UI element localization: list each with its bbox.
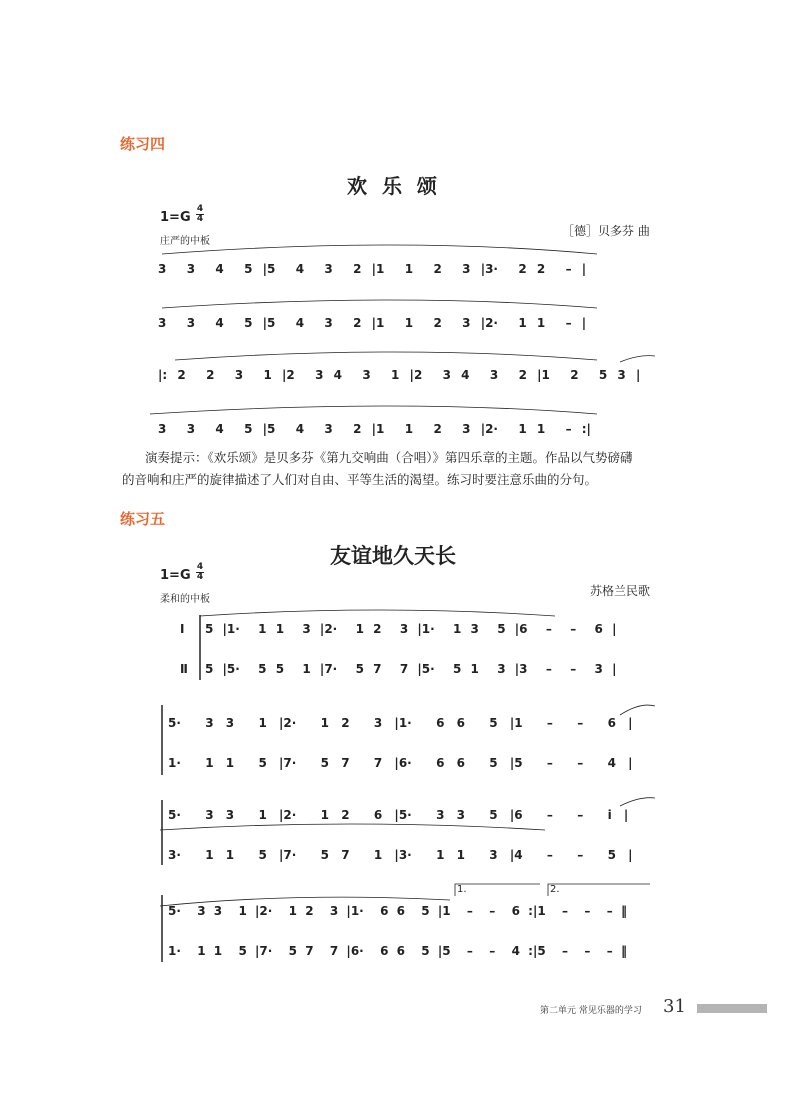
score-row-ex5-1: 5 |1· 1 1 3 |2· 1 2 3 |1· 1 3 5 |6 – – 6 | [205, 622, 617, 636]
score-row-ex5-7: 5· 3 3 1 |2· 1 2 3 |1· 6 6 5 |1 – – 6 :|1 – – – ‖ [168, 904, 627, 918]
page-number: 31 [663, 996, 686, 1017]
score-row-ex5-5: 5· 3 3 1 |2· 1 2 6 |5· 3 3 5 |6 – – i | [168, 808, 629, 822]
score-row-ex5-4: 1· 1 1 5 |7· 5 7 7 |6· 6 6 5 |5 – – 4 | [168, 756, 633, 770]
score-row-ex5-8: 1· 1 1 5 |7· 5 7 7 |6· 6 6 5 |5 – – 4 :|5 – – – ‖ [168, 944, 627, 958]
time-bottom-ex4: 4 [196, 214, 204, 224]
time-bottom-ex5: 4 [196, 572, 204, 582]
volta-1: 1. [457, 884, 467, 895]
part-label-1: Ⅰ [180, 622, 185, 636]
time-top-ex4: 4 [196, 204, 204, 214]
footer-unit-label: 第二单元 常见乐器的学习 [540, 1006, 642, 1016]
composer-credit: ［德］贝多芬 曲 [562, 224, 650, 238]
score-row-ex4-1: 3 3 4 5 |5 4 3 2 |1 1 2 3 |3· 2 2 – | [158, 262, 587, 276]
volta-2: 2. [550, 884, 560, 895]
tempo-ex4: 庄严的中板 [160, 236, 210, 247]
section-label-ex4: 练习四 [120, 135, 166, 153]
song-title-ex5: 友谊地久天长 [330, 543, 456, 568]
score-row-ex5-6: 3· 1 1 5 |7· 5 7 1 |3· 1 1 3 |4 – – 5 | [168, 848, 633, 862]
score-row-ex5-2: 5 |5· 5 5 1 |7· 5 7 7 |5· 5 1 3 |3 – – 3 | [205, 662, 617, 676]
key-signature-ex5: 1=G [160, 568, 191, 583]
performance-tip-line2: 的音响和庄严的旋律描述了人们对自由、平等生活的渴望。练习时要注意乐曲的分句。 [122, 472, 598, 487]
footer-decor-bar [697, 1004, 767, 1013]
score-row-ex4-3: |: 2 2 3 1 |2 3 4 3 1 |2 3 4 3 2 |1 2 5 3 | [158, 368, 641, 382]
score-row-ex5-3: 5· 3 3 1 |2· 1 2 3 |1· 6 6 5 |1 – – 6 | [168, 716, 633, 730]
song-title-ex4: 欢 乐 颂 [347, 174, 441, 198]
time-top-ex5: 4 [196, 562, 204, 572]
score-row-ex4-4: 3 3 4 5 |5 4 3 2 |1 1 2 3 |2· 1 1 – :| [158, 422, 591, 436]
section-label-ex5: 练习五 [120, 510, 166, 528]
score-row-ex4-2: 3 3 4 5 |5 4 3 2 |1 1 2 3 |2· 1 1 – | [158, 316, 587, 330]
tempo-ex5: 柔和的中板 [160, 594, 210, 605]
folk-song-credit: 苏格兰民歌 [590, 584, 651, 598]
performance-tip-line1: 演奏提示：《欢乐颂》是贝多芬《第九交响曲（合唱）》第四乐章的主题。作品以气势磅礴 [145, 450, 633, 465]
key-signature-ex4: 1=G [160, 210, 191, 225]
part-label-2: Ⅱ [180, 662, 188, 676]
